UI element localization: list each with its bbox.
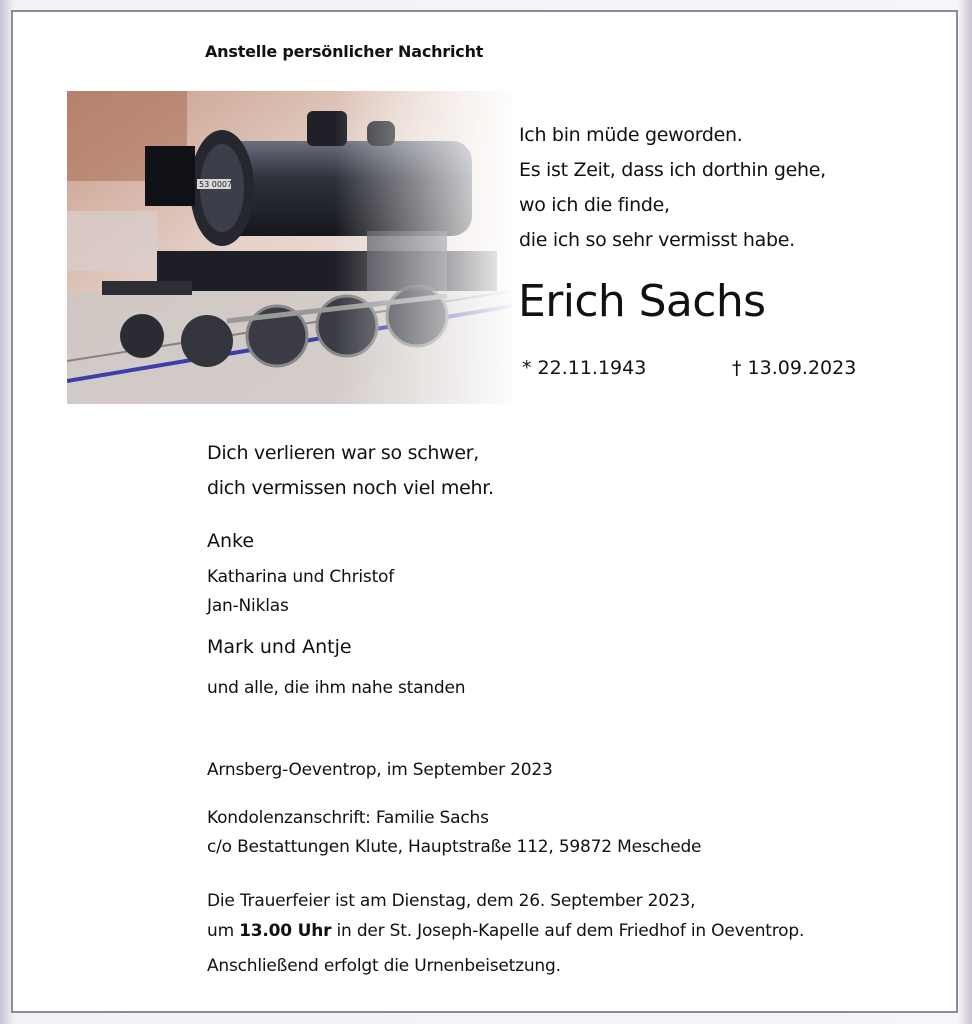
verse-top-line: Ich bin müde geworden. xyxy=(519,124,743,146)
condolence-address xyxy=(207,804,701,862)
place-date: Arnsberg-Oeventrop, im September 2023 xyxy=(207,760,553,780)
locomotive-number-plate: 53 0007 xyxy=(199,180,233,189)
condolence-line: Kondolenzanschrift: Familie Sachs xyxy=(207,808,489,828)
notice-header: Anstelle persönlicher Nachricht xyxy=(205,42,484,61)
service-time: 13.00 Uhr xyxy=(239,921,332,941)
deceased-name: Erich Sachs xyxy=(518,276,766,327)
condolence-line: c/o Bestattungen Klute, Hauptstraße 112, 59872 Meschede xyxy=(207,837,702,857)
funeral-service xyxy=(207,886,804,946)
family-second: Mark und Antje xyxy=(207,636,352,658)
service-line-2 xyxy=(207,916,804,946)
service-line-1: Die Trauerfeier ist am Dienstag, dem 26. September 2023, xyxy=(207,891,696,911)
verse-top xyxy=(519,118,826,258)
family-child: Katharina und Christof xyxy=(207,567,395,587)
verse-top-line: die ich so sehr vermisst habe. xyxy=(519,229,795,251)
family-others: und alle, die ihm nahe standen xyxy=(207,678,466,698)
family-child: Jan-Niklas xyxy=(207,596,289,616)
verse-bottom xyxy=(207,436,494,506)
locomotive-photo xyxy=(67,91,512,404)
service-prefix: um xyxy=(207,921,240,941)
verse-top-line: wo ich die finde, xyxy=(519,194,670,216)
death-date: † 13.09.2023 xyxy=(732,357,857,379)
verse-top-line: Es ist Zeit, dass ich dorthin gehe, xyxy=(519,159,826,181)
family-children xyxy=(207,563,394,621)
burial-note: Anschließend erfolgt die Urnenbeisetzung. xyxy=(207,956,561,976)
family-first: Anke xyxy=(207,530,255,552)
verse-bottom-line: dich vermissen noch viel mehr. xyxy=(207,477,494,499)
verse-bottom-line: Dich verlieren war so schwer, xyxy=(207,442,479,464)
service-location: in der St. Joseph-Kapelle auf dem Friedhof in Oeventrop. xyxy=(331,921,805,941)
birth-date: * 22.11.1943 xyxy=(522,357,647,379)
